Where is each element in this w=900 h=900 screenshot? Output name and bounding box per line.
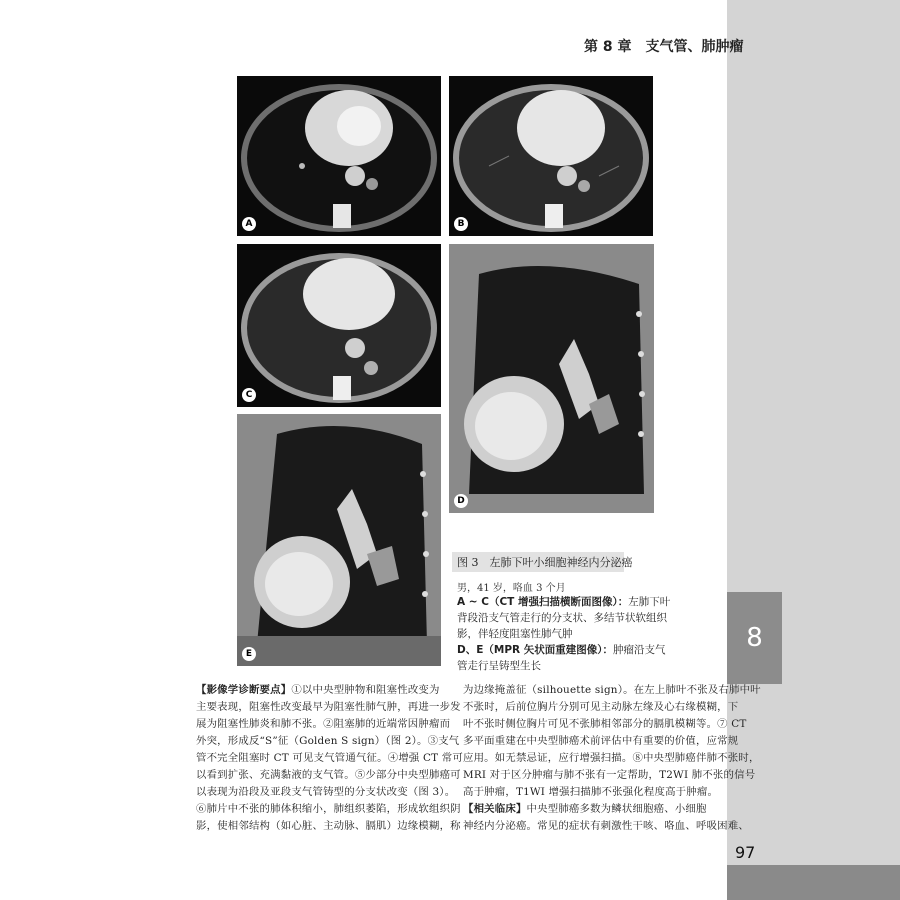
body-text: 高于肿瘤，T1WI 增强扫描肺不张强化程度高于肿瘤。 — [463, 786, 719, 798]
body-text: 叶不张时侧位胸片可见不张肺相邻部分的膈肌模糊等。⑦ CT — [463, 718, 747, 730]
body-text: 中央型肺癌多数为鳞状细胞癌、小细胞 — [526, 803, 707, 815]
body-text: 多平面重建在中央型肺癌术前评估中有重要的价值，应常规 — [463, 735, 739, 747]
panel-label: E — [242, 647, 256, 661]
ct-axial-image — [237, 76, 441, 236]
caption-line — [457, 594, 670, 609]
section-heading: 【相关临床】 — [463, 803, 527, 815]
ct-panel-c — [237, 244, 441, 407]
body-text: 影，使相邻结构（如心脏、主动脉、膈肌）边缘模糊，称 — [196, 820, 461, 832]
caption-line — [457, 658, 541, 673]
ct-axial-image — [449, 76, 653, 236]
body-line — [463, 681, 761, 696]
body-line — [463, 817, 749, 832]
caption-text: 左肺下叶 — [628, 596, 671, 608]
mpr-panel-e — [237, 414, 441, 666]
page-number: 97 — [735, 843, 756, 862]
caption-text: 肿瘤沿支气 — [613, 644, 666, 656]
body-text: 展为阻塞性肺炎和肺不张。②阻塞肺的近端常因肿瘤而 — [196, 718, 451, 730]
mpr-panel-d — [449, 244, 654, 513]
caption-text: 背段沿支气管走行的分支状、多结节状软组织 — [457, 612, 667, 624]
body-line — [463, 698, 738, 713]
panel-label: B — [454, 217, 468, 231]
body-line — [463, 800, 707, 815]
panel-label: C — [242, 388, 256, 402]
caption-bold: A ~ C（CT 增强扫描横断面图像）： — [457, 596, 629, 608]
body-text: 应用。如无禁忌证，应行增强扫描。⑧中央型肺癌伴肺不张时， — [463, 752, 760, 764]
chapter-tab: 8 — [727, 592, 782, 684]
body-line — [196, 817, 461, 832]
figure-caption-meta: 男，41 岁，咯血 3 个月 — [457, 583, 566, 594]
body-text: 主要表现，阻塞性改变最早为阻塞性肺气肿，再进一步发 — [196, 701, 461, 713]
body-line — [463, 732, 738, 747]
body-text: MRI 对于区分肿瘤与肺不张有一定帮助，T2WI 肺不张的信号 — [463, 769, 756, 781]
body-line — [196, 698, 461, 713]
body-line — [463, 749, 760, 764]
body-text: 以表现为沿段及亚段支气管铸型的分支状改变（图 3）。 — [196, 786, 456, 798]
ct-panel-b — [449, 76, 653, 236]
body-line — [196, 681, 440, 696]
body-line — [196, 732, 459, 747]
panel-label: A — [242, 217, 256, 231]
body-line — [196, 749, 463, 764]
body-text: ①以中央型肿物和阻塞性改变为 — [291, 684, 440, 696]
ct-axial-image — [237, 244, 441, 407]
body-text: 为边缘掩盖征（silhouette sign）。在左上肺叶不张及右肺中叶 — [463, 684, 761, 696]
caption-text: 管走行呈铸型生长 — [457, 660, 541, 672]
side-tab-bottom — [727, 865, 900, 900]
mpr-sagittal-image — [449, 244, 654, 513]
body-line — [196, 800, 461, 815]
panel-label: D — [454, 494, 468, 508]
body-text: ⑥肺片中不张的肺体积缩小，肺组织萎陷，形成软组织阴 — [196, 803, 461, 815]
caption-line — [457, 610, 667, 625]
body-text: 以看到扩张、充满黏液的支气管。⑤少部分中央型肺癌可 — [196, 769, 461, 781]
body-line — [196, 766, 461, 781]
caption-bold: D、E（MPR 矢状面重建图像）： — [457, 644, 614, 656]
body-line — [196, 783, 455, 798]
mpr-sagittal-image — [237, 414, 441, 666]
body-line — [463, 715, 747, 730]
body-line — [463, 783, 718, 798]
body-text: 外突，形成反“S”征（Golden S sign）（图 2）。③支气 — [196, 735, 460, 747]
body-text: 不张时，后前位胸片分别可见主动脉左缘及心右缘模糊，下 — [463, 701, 739, 713]
side-tab — [727, 0, 900, 900]
body-text: 神经内分泌癌。常见的症状有刺激性干咳、咯血、呼吸困难、 — [463, 820, 749, 832]
figure-caption-title: 图 3 左肺下叶小细胞神经内分泌癌 — [457, 556, 633, 569]
caption-line — [457, 642, 666, 657]
body-text: 管不完全阻塞时 CT 可见支气管通气征。④增强 CT 常可 — [196, 752, 463, 764]
ct-panel-a — [237, 76, 441, 236]
section-heading: 【影像学诊断要点】 — [196, 684, 292, 696]
caption-line — [457, 626, 573, 641]
body-line — [196, 715, 450, 730]
body-line — [463, 766, 755, 781]
running-head: 第 8 章 支气管、肺肿瘤 — [584, 39, 744, 55]
caption-text: 影，伴轻度阻塞性肺气肿 — [457, 628, 573, 640]
